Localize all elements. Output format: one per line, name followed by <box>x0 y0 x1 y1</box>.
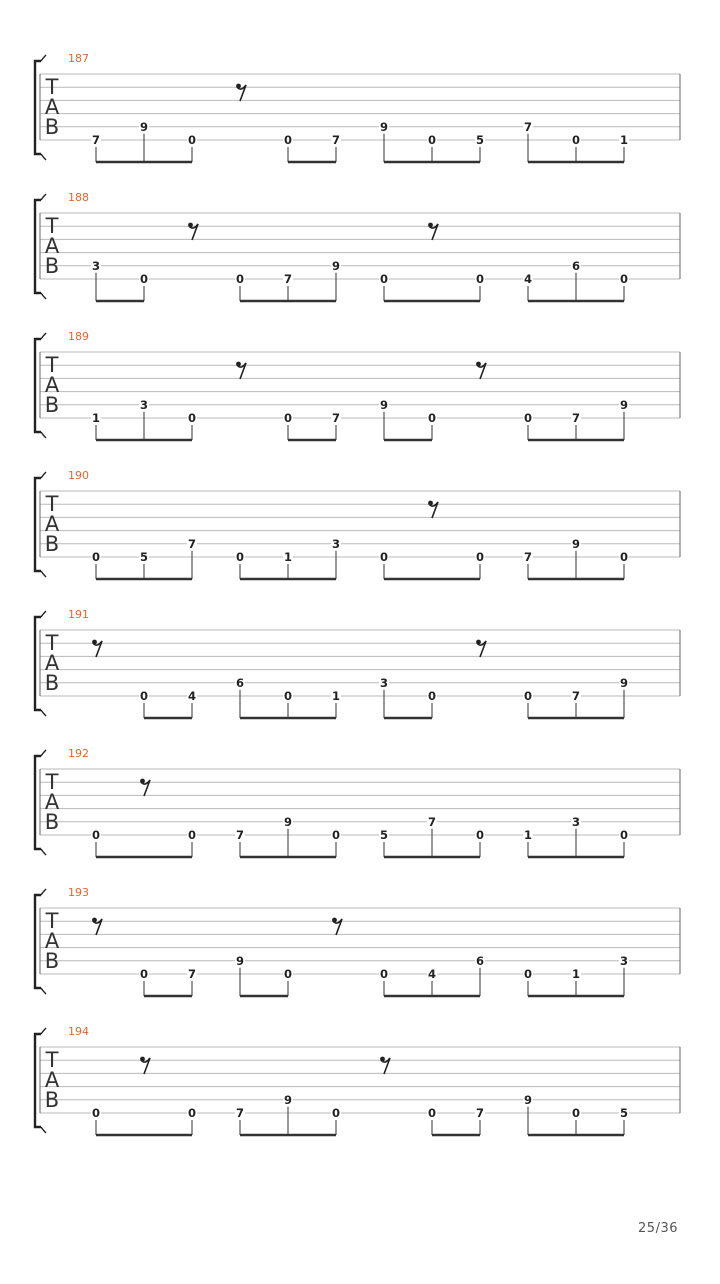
fret-number: 0 <box>187 1106 197 1120</box>
tab-system <box>35 886 680 996</box>
eighth-rest-dot <box>428 223 433 228</box>
fret-number: 0 <box>427 411 437 425</box>
bracket-hook-top <box>41 55 46 61</box>
fret-number: 9 <box>283 1092 293 1107</box>
tab-letter-b: B <box>44 1088 60 1112</box>
fret-number: 1 <box>523 828 533 842</box>
eighth-rest-dot <box>188 223 193 228</box>
fret-number: 0 <box>427 1106 437 1120</box>
fret-number: 9 <box>235 953 245 968</box>
bracket-hook-top <box>41 611 46 617</box>
tab-letter-b: B <box>44 949 60 973</box>
fret-number: 7 <box>235 828 245 842</box>
fret-number: 7 <box>475 1106 485 1120</box>
fret-number: 9 <box>523 1092 533 1107</box>
fret-number: 0 <box>331 828 341 842</box>
tab-system <box>35 608 680 718</box>
fret-number: 9 <box>619 675 629 690</box>
eighth-rest-dot <box>140 779 145 784</box>
fret-number: 4 <box>427 967 437 981</box>
fret-number: 9 <box>619 397 629 412</box>
fret-number: 5 <box>619 1106 629 1120</box>
eighth-rest-dot <box>332 918 337 923</box>
fret-number: 7 <box>571 689 581 703</box>
tab-letter-b: B <box>44 532 60 556</box>
tab-letter-a: A <box>44 512 60 536</box>
tab-letter-t: T <box>45 214 59 238</box>
eighth-rest-dot <box>380 1057 385 1062</box>
fret-number: 9 <box>331 258 341 273</box>
fret-number: 0 <box>139 967 149 981</box>
tab-letter-t: T <box>45 353 59 377</box>
bracket-hook-top <box>41 472 46 478</box>
fret-number: 0 <box>91 1106 101 1120</box>
fret-number: 0 <box>91 550 101 564</box>
fret-number: 0 <box>139 689 149 703</box>
bracket-hook-bottom <box>41 154 46 160</box>
fret-number: 0 <box>283 411 293 425</box>
fret-number: 0 <box>235 272 245 286</box>
tab-letter-b: B <box>44 254 60 278</box>
tab-system <box>35 1025 680 1135</box>
eighth-rest-dot <box>92 918 97 923</box>
tab-letter-t: T <box>45 75 59 99</box>
fret-number: 3 <box>379 675 389 690</box>
fret-number: 7 <box>427 814 437 829</box>
fret-number: 9 <box>379 397 389 412</box>
fret-number: 7 <box>187 536 197 551</box>
fret-number: 7 <box>331 133 341 147</box>
fret-number: 0 <box>91 828 101 842</box>
tab-letter-b: B <box>44 810 60 834</box>
fret-number: 7 <box>331 411 341 425</box>
tab-letter-a: A <box>44 651 60 675</box>
fret-number: 1 <box>331 689 341 703</box>
fret-number: 4 <box>187 689 197 703</box>
bracket-hook-top <box>41 194 46 200</box>
fret-number: 0 <box>523 411 533 425</box>
page-number: 25/36 <box>638 1221 678 1236</box>
tab-letter-a: A <box>44 95 60 119</box>
fret-number: 0 <box>235 550 245 564</box>
tab-system <box>35 191 680 301</box>
tab-letter-a: A <box>44 1068 60 1092</box>
fret-number: 3 <box>571 814 581 829</box>
fret-number: 0 <box>331 1106 341 1120</box>
tab-letter-t: T <box>45 492 59 516</box>
tab-letter-b: B <box>44 393 60 417</box>
fret-number: 0 <box>379 272 389 286</box>
fret-number: 0 <box>571 1106 581 1120</box>
bracket-hook-top <box>41 1028 46 1034</box>
tab-letter-a: A <box>44 373 60 397</box>
bracket-hook-top <box>41 889 46 895</box>
measure-number: 191 <box>68 608 89 621</box>
tab-letter-t: T <box>45 1048 59 1072</box>
fret-number: 7 <box>523 550 533 564</box>
fret-number: 0 <box>523 689 533 703</box>
bracket-hook-bottom <box>41 571 46 577</box>
bracket-hook-bottom <box>41 988 46 994</box>
fret-number: 0 <box>619 550 629 564</box>
eighth-rest-dot <box>140 1057 145 1062</box>
measure-number: 187 <box>68 52 89 65</box>
tab-system <box>35 52 680 162</box>
fret-number: 0 <box>571 133 581 147</box>
bracket-hook-bottom <box>41 432 46 438</box>
fret-number: 9 <box>571 536 581 551</box>
fret-number: 0 <box>187 828 197 842</box>
fret-number: 5 <box>139 550 149 564</box>
fret-number: 7 <box>187 967 197 981</box>
bracket-hook-bottom <box>41 710 46 716</box>
fret-number: 0 <box>475 272 485 286</box>
tab-letter-t: T <box>45 631 59 655</box>
fret-number: 3 <box>619 953 629 968</box>
fret-number: 5 <box>379 828 389 842</box>
measure-number: 188 <box>68 191 89 204</box>
fret-number: 3 <box>139 397 149 412</box>
fret-number: 7 <box>571 411 581 425</box>
tab-letter-t: T <box>45 909 59 933</box>
fret-number: 0 <box>283 689 293 703</box>
tab-letter-t: T <box>45 770 59 794</box>
bracket-hook-bottom <box>41 1127 46 1133</box>
fret-number: 6 <box>571 258 581 273</box>
fret-number: 0 <box>283 967 293 981</box>
measure-number: 192 <box>68 747 89 760</box>
eighth-rest-dot <box>92 640 97 645</box>
measure-number: 189 <box>68 330 89 343</box>
fret-number: 7 <box>235 1106 245 1120</box>
bracket-hook-top <box>41 333 46 339</box>
fret-number: 0 <box>619 272 629 286</box>
measure-number: 190 <box>68 469 89 482</box>
tab-letter-a: A <box>44 234 60 258</box>
fret-number: 0 <box>475 550 485 564</box>
tab-system <box>35 747 680 857</box>
fret-number: 6 <box>475 953 485 968</box>
bracket-hook-bottom <box>41 293 46 299</box>
measure-number: 193 <box>68 886 89 899</box>
fret-number: 0 <box>379 550 389 564</box>
fret-number: 3 <box>91 258 101 273</box>
bracket-hook-bottom <box>41 849 46 855</box>
tab-system <box>35 330 680 440</box>
fret-number: 7 <box>91 133 101 147</box>
tab-letter-b: B <box>44 115 60 139</box>
fret-number: 1 <box>619 133 629 147</box>
fret-number: 0 <box>475 828 485 842</box>
eighth-rest-dot <box>236 362 241 367</box>
measure-number: 194 <box>68 1025 89 1038</box>
fret-number: 6 <box>235 675 245 690</box>
fret-number: 1 <box>571 967 581 981</box>
eighth-rest-dot <box>236 84 241 89</box>
eighth-rest-dot <box>428 501 433 506</box>
fret-number: 0 <box>187 411 197 425</box>
fret-number: 0 <box>283 133 293 147</box>
fret-number: 0 <box>139 272 149 286</box>
fret-number: 9 <box>283 814 293 829</box>
fret-number: 1 <box>283 550 293 564</box>
fret-number: 4 <box>523 272 533 286</box>
fret-number: 3 <box>331 536 341 551</box>
fret-number: 0 <box>619 828 629 842</box>
fret-number: 0 <box>427 133 437 147</box>
fret-number: 0 <box>379 967 389 981</box>
fret-number: 0 <box>523 967 533 981</box>
fret-number: 9 <box>139 119 149 134</box>
tab-system <box>35 469 680 579</box>
fret-number: 5 <box>475 133 485 147</box>
fret-number: 9 <box>379 119 389 134</box>
eighth-rest-dot <box>476 362 481 367</box>
tab-letter-a: A <box>44 790 60 814</box>
eighth-rest-dot <box>476 640 481 645</box>
tab-letter-a: A <box>44 929 60 953</box>
fret-number: 0 <box>187 133 197 147</box>
fret-number: 0 <box>427 689 437 703</box>
fret-number: 7 <box>283 272 293 286</box>
tab-letter-b: B <box>44 671 60 695</box>
fret-number: 7 <box>523 119 533 134</box>
bracket-hook-top <box>41 750 46 756</box>
fret-number: 1 <box>91 411 101 425</box>
